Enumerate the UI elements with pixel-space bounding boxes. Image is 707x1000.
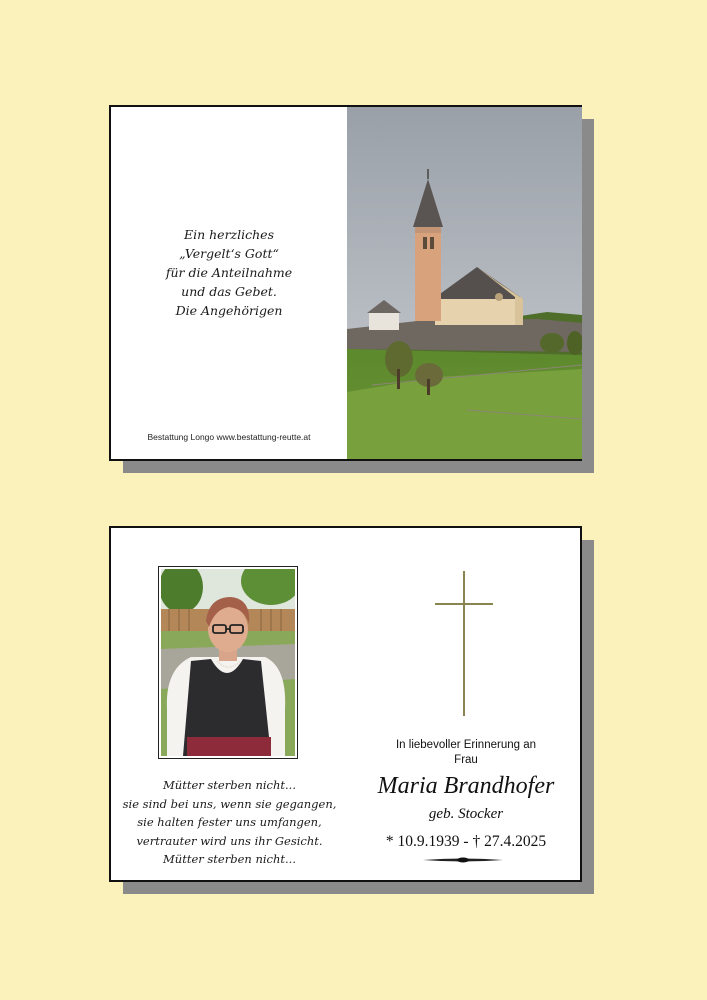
poem-line: Mütter sterben nicht...: [163, 778, 296, 792]
thank-you-line: und das Gebet.: [181, 284, 277, 299]
cross-icon: [433, 571, 495, 716]
memory-text: [361, 738, 571, 768]
title-line: Frau: [454, 754, 478, 766]
undertaker-credit: Bestattung Longo www.bestattung-reutte.at: [147, 432, 311, 442]
thank-you-line: „Vergelt‘s Gott“: [179, 246, 279, 261]
thank-you-line: für die Anteilnahme: [165, 265, 293, 280]
poem-line: Mütter sterben nicht...: [163, 852, 296, 866]
life-dates: * 10.9.1939 - † 27.4.2025: [385, 833, 547, 850]
church-photo: [347, 107, 582, 459]
deceased-name: Maria Brandhofer: [377, 773, 555, 799]
poem-line: sie sind bei uns, wenn sie gegangen,: [122, 796, 337, 811]
portrait-photo: [161, 569, 295, 756]
memory-line: In liebevoller Erinnerung an: [395, 739, 536, 751]
portrait-frame: [158, 566, 298, 759]
maiden-name: geb. Stocker: [428, 806, 504, 822]
divider-ornament: [423, 856, 503, 864]
poem: [111, 776, 348, 869]
signature-line: Die Angehörigen: [175, 303, 283, 318]
poem-line: sie halten fester uns umfangen,: [137, 815, 322, 829]
memorial-card: [109, 526, 582, 882]
thank-you-line: Ein herzliches: [183, 227, 274, 242]
thank-you-text: [111, 225, 347, 320]
poem-line: vertrauter wird uns ihr Gesicht.: [136, 833, 323, 848]
thank-you-card: [109, 105, 582, 461]
